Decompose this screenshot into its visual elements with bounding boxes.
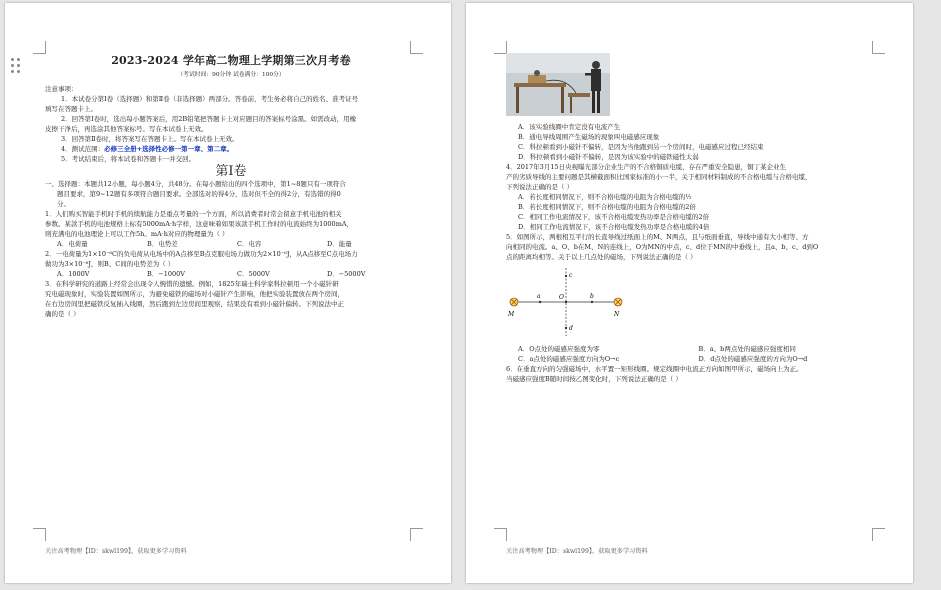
notice-header: 注意事项： [45,85,78,93]
crop-mark [494,528,507,541]
notice-line: 填写在答题卡上。 [45,105,97,113]
notice-line: 皮擦干净后，再选涂其他答案标号。写在本试卷上无效。 [45,125,208,133]
page-footer: 关注高考物理【ID：skwl199】，获取更多学习资料 [45,548,187,555]
scope-label: 4．测试范围： [61,145,105,153]
question-3-line: 3．在科学研究的道路上经常会出现令人惋惜的遗憾。例如，1825年瑞士科学家科拉顿用一个小磁针研 [45,280,339,288]
question-5-line: 点的距离均相等。关于以上几点处的磁场，下列说法正确的是（ ） [506,253,697,261]
question-3-line: 确的是（ ） [45,310,80,318]
option-a: A．1000V [57,270,90,278]
question-1-line: 1．人们购买智能手机时手机的续航能力是重点考量的一个方面，所以消费者时常会留意手机电池的相关 [45,210,342,218]
label-n: N [614,311,620,318]
label-c: c [569,272,573,279]
question-3-option-b: B．通电导线周围产生磁场的现象叫电磁感应现象 [518,133,660,141]
section-title: 第Ⅰ卷 [215,164,247,179]
option-c: C．a点处的磁感应强度方向为O→c [518,355,620,363]
option-b: B．电势差 [147,240,178,248]
question-5-options-row-2 [506,354,879,364]
notice-line: 3．回答第Ⅱ卷时，将答案写在答题卡上。写在本试卷上无效。 [61,135,239,143]
page-1-content [45,51,417,319]
question-4-option-b: B．若长度相同情况下，则不合格电缆的电阻为合格电缆的2倍 [518,203,696,211]
notice-line: 1．本试卷分第Ⅰ卷（选择题）和第Ⅱ卷（非选择题）两部分。答卷前，考生务必将自己的姓名、准考证号 [61,95,359,103]
label-a: a [537,293,541,300]
document-page-1 [5,3,451,583]
document-page-2 [466,3,913,583]
question-6-line: 6．在垂直方向的匀强磁场中，水平置一矩形线圈。规定线圈中电流正方向如图甲所示，磁场向上为正。 [506,365,803,373]
crop-mark [872,528,885,541]
exam-title: 2023-2024 学年高二物理上学期第三次月考卷 [111,54,351,67]
notice-line: 5．考试结束后，将本试卷和答题卡一并交回。 [61,155,196,163]
notice-scope [45,144,417,154]
experiment-photo-illustration [506,53,610,116]
question-3-option-d: D．科拉顿看到小磁针不偏转，是因为该实验中的磁铁磁性太弱 [518,153,699,161]
question-6-line: 当磁感应强度B随时间按乙图变化时，下列说法正确的是（ ） [506,375,682,383]
question-5-line: 向相同的电流。a、O、b在M、N的连线上，O为MN的中点，c、d位于MN的中垂线上，且a、b、c、d到O [506,243,819,251]
question-3-option-a: A．该实验线圈中肯定没有电流产生 [518,123,621,131]
question-4-option-c: C．相同工作电流情况下，该不合格电缆发热功率是合格电缆的2倍 [518,213,710,221]
question-1-options [45,239,417,249]
page-footer: 关注高考物理【ID：skwl199】，获取更多学习资料 [506,548,648,555]
option-a: A．电荷量 [57,240,88,248]
question-3-line: 究电磁现象时，实验装置如图所示，为避免磁铁的磁场对小磁针产生影响，他把实验装置放在两个房间， [45,290,344,298]
experiment-photo [506,53,610,116]
mc-intro-line: 一、选择题：本题共12小题，每小题4分，共48分。在每小题给出的四个选项中，第1~8题只有一项符合 [45,180,346,188]
option-b: B．−1000V [147,270,185,278]
question-5-options-row-1 [506,344,879,354]
option-d: D．能量 [327,240,352,248]
field-diagram-svg [506,264,646,340]
option-c: C．电容 [237,240,262,248]
question-2-options [45,269,417,279]
label-b: b [590,293,594,300]
question-4-option-d: D．相同工作电流情况下，该不合格电缆发热功率是合格电缆的4倍 [518,223,710,231]
drag-handle-icon[interactable] [10,57,22,75]
question-1-line: 则充满电的电池理论上可以工作5h。mA·h对应的物理量为（ ） [45,230,229,238]
scope-value: 必修三全册+选择性必修一第一章、第二章。 [104,145,234,153]
question-4-line: 4．2017年3月15日央视曝光部分企业生产的不合格铜质电缆，存在严重安全隐患，铜丁某企业生 [506,163,787,171]
option-c: C．5000V [237,270,270,278]
crop-mark [410,528,423,541]
crop-mark [33,528,46,541]
question-4-line: 产的劣质导线的主要问题是其横截面积比国家标准的小一半，关于相同材料制成的不合格电缆与合格电缆， [506,173,812,181]
option-a: A．O点处的磁感应强度为零 [518,345,600,353]
magnetic-field-diagram [506,264,646,340]
mc-intro-line: 题目要求，第9~12题有多项符合题目要求。全部选对的得4分，选对但不全的得2分，有选错的得0 [57,190,341,198]
question-4-option-a: A．若长度相同情况下，则不合格电缆的电阻为合格电缆的½ [518,193,692,201]
question-2-line: 2．一电荷量为1×10⁻⁶C的负电荷从电场中的A点移至B点克服电场力做功为2×10⁻⁶J，从A点移至C点电场力 [45,250,358,258]
exam-meta: （考试时间：90分钟 试卷满分：100分） [177,72,285,78]
mc-intro-line: 分。 [57,200,70,208]
option-d: D．d点处的磁感应强度的方向为O→d [698,355,808,363]
option-d: D．−5000V [327,270,366,278]
label-o: O [559,294,564,301]
question-5-line: 5．如图所示，两根相互平行的长直导线过纸面上的M、N两点，且与纸面垂直，导线中通有大小相等、方 [506,233,809,241]
notice-line: 2．回答第Ⅰ卷时，选出每小题答案后，用2B铅笔把答题卡上对应题目的答案标号涂黑。如需改动，用橡 [61,115,357,123]
page-2-content [506,53,879,384]
option-b: B．a、b两点处的磁感应强度相同 [698,345,796,353]
question-3-option-c: C．科拉顿看到小磁针不偏转，是因为当他跑到另一个房间时，电磁感应过程已经结束 [518,143,764,151]
question-3-line: 在右边房间里把磁铁反复插入线圈，然后跑到左边房间里观察，结果没有看到小磁针偏转。下列说法中正 [45,300,344,308]
label-m: M [508,311,515,318]
label-d: d [569,325,573,332]
question-2-line: 做功为3×10⁻⁶J，则B、C间的电势差为（ ） [45,260,175,268]
question-4-line: 下列说法正确的是（ ） [506,183,574,191]
question-1-line: 参数。某款手机的电池规格上标有5000mA·h字样，这意味着如果该款手机工作时的电流始终为1000mA， [45,220,354,228]
